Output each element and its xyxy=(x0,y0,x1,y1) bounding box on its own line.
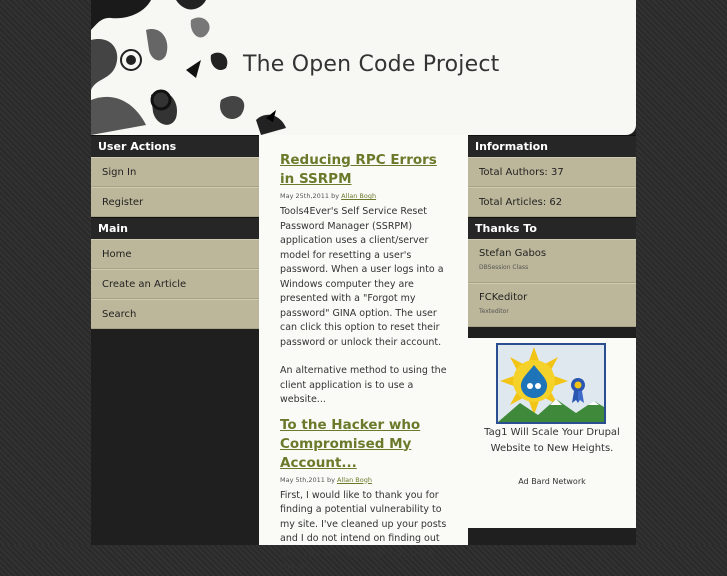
information-heading: Information xyxy=(468,135,636,157)
article-title[interactable]: To the Hacker who Compromised My Account... xyxy=(280,416,421,471)
thanks-name-link[interactable]: FCKeditor xyxy=(479,292,528,303)
article-title[interactable]: Reducing RPC Errors in SSRPM xyxy=(280,152,437,187)
register-link[interactable]: Register xyxy=(91,187,259,217)
total-articles: Total Articles: 62 xyxy=(468,187,636,217)
article-date: May 5th,2011 by xyxy=(280,475,335,484)
thanks-heading: Thanks To xyxy=(468,217,636,239)
right-sidebar xyxy=(468,135,636,486)
article-paragraph: An alternative method to using the client application is to use a website... xyxy=(280,365,447,405)
total-authors: Total Authors: 37 xyxy=(468,157,636,187)
create-article-link[interactable]: Create an Article xyxy=(91,269,259,299)
sign-in-link[interactable]: Sign In xyxy=(91,157,259,187)
site-header xyxy=(91,0,636,135)
page-container xyxy=(91,0,636,573)
article-meta xyxy=(280,192,449,200)
ad-network-link[interactable]: Ad Bard Network xyxy=(518,477,586,486)
article xyxy=(259,408,449,576)
article-author-link[interactable]: Allan Bogh xyxy=(341,192,377,200)
thanks-item xyxy=(468,239,636,283)
ad-text-link[interactable]: Tag1 Will Scale Your Drupal Website to New Heights. xyxy=(484,427,620,454)
article-paragraph: Tools4Ever's Self Service Reset Password Manager (SSRPM) application uses a client/server model for resetting a user's password. When a user logs into a Windows computer they are presented with a "Forgot my password" GINA option. The user can click this option to reset their password or unlock their account. xyxy=(280,206,444,348)
left-sidebar xyxy=(91,135,259,329)
ad-box xyxy=(468,338,636,528)
user-actions-heading: User Actions xyxy=(91,135,259,157)
article-meta xyxy=(280,476,449,484)
thanks-description: DBSession Class xyxy=(479,264,529,271)
article-author-link[interactable]: Allan Bogh xyxy=(337,475,372,484)
thanks-name-link[interactable]: Stefan Gabos xyxy=(479,248,547,259)
main-heading: Main xyxy=(91,217,259,239)
site-title[interactable]: The Open Code Project xyxy=(243,52,500,77)
article-paragraph: First, I would like to thank you for finding a potential vulnerability to my site. I've cleaned up your posts and I do not intend on finding out who you are, although I do track the IP xyxy=(280,489,447,573)
drupal-sun-icon[interactable] xyxy=(496,343,606,424)
main-content xyxy=(259,135,468,573)
thanks-description: Texteditor xyxy=(479,308,509,315)
thanks-item xyxy=(468,283,636,327)
article-date: May 25th,2011 by xyxy=(280,192,340,200)
home-link[interactable]: Home xyxy=(91,239,259,269)
article xyxy=(259,135,449,408)
search-link[interactable]: Search xyxy=(91,299,259,329)
